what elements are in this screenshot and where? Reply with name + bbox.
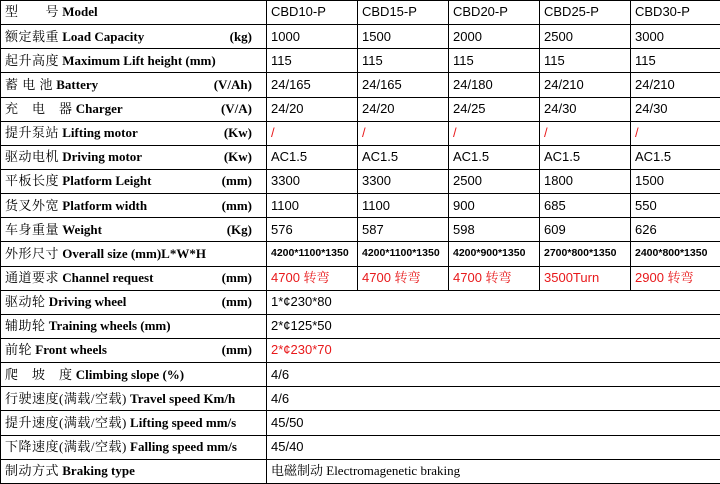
row-label-en: Braking type bbox=[62, 463, 135, 479]
row-unit: (Kw) bbox=[223, 149, 252, 165]
row-value: 24/20 bbox=[358, 97, 449, 121]
row-value: 609 bbox=[540, 218, 631, 242]
row-value: 4700 转弯 bbox=[267, 266, 358, 290]
row-value: 4700 转弯 bbox=[358, 266, 449, 290]
row-value: AC1.5 bbox=[358, 145, 449, 169]
row-label-cn: 行驶速度(满载/空载) bbox=[5, 390, 127, 406]
row-value: / bbox=[540, 121, 631, 145]
row-label-cn: 下降速度(满载/空载) bbox=[5, 438, 127, 454]
row-unit: (mm) bbox=[221, 294, 252, 310]
row-value: 587 bbox=[358, 218, 449, 242]
row-value: 3500Turn bbox=[540, 266, 631, 290]
table-row bbox=[1, 218, 720, 242]
row-label-cn: 驱动电机 bbox=[5, 149, 60, 165]
table-row bbox=[1, 363, 720, 387]
row-value: CBD25-P bbox=[540, 1, 631, 25]
row-label-cn: 充 电 器 bbox=[5, 100, 73, 116]
row-value: 4200*900*1350 bbox=[449, 242, 540, 266]
row-value: 1100 bbox=[267, 194, 358, 218]
row-label-cn: 车身重量 bbox=[5, 221, 60, 237]
row-label bbox=[1, 411, 267, 435]
row-value-merged: 45/50 bbox=[267, 411, 720, 435]
row-label-cn: 提升速度(满载/空载) bbox=[5, 414, 127, 430]
row-unit: (V/A) bbox=[220, 100, 252, 116]
table-row bbox=[1, 314, 720, 338]
row-label-en: Channel request bbox=[62, 269, 154, 285]
row-label-cn: 通道要求 bbox=[5, 269, 60, 285]
row-label-en: Overall size (mm)L*W*H bbox=[62, 245, 206, 261]
row-value: / bbox=[267, 121, 358, 145]
row-label-cn: 起升高度 bbox=[5, 52, 60, 68]
row-value-merged: 1*¢230*80 bbox=[267, 290, 720, 314]
table-row bbox=[1, 459, 720, 483]
row-unit: (Kw) bbox=[223, 125, 252, 141]
row-label-cn: 驱动轮 bbox=[5, 294, 46, 310]
row-unit: (kg) bbox=[229, 28, 252, 44]
row-value: 1500 bbox=[631, 169, 720, 193]
row-value: 2500 bbox=[540, 25, 631, 49]
row-label bbox=[1, 169, 267, 193]
row-value: / bbox=[358, 121, 449, 145]
row-label-en: Model bbox=[62, 4, 98, 20]
table-row bbox=[1, 1, 720, 25]
row-label-en: Climbing slope (%) bbox=[75, 366, 185, 382]
row-value: 3300 bbox=[267, 169, 358, 193]
row-label bbox=[1, 49, 267, 73]
row-value: 24/25 bbox=[449, 97, 540, 121]
row-label bbox=[1, 121, 267, 145]
row-value: 115 bbox=[631, 49, 720, 73]
row-value: 3300 bbox=[358, 169, 449, 193]
row-value: 4200*1100*1350 bbox=[267, 242, 358, 266]
row-label-en: Platform width bbox=[62, 197, 148, 213]
table-row bbox=[1, 194, 720, 218]
row-label bbox=[1, 194, 267, 218]
table-row bbox=[1, 121, 720, 145]
row-value: CBD30-P bbox=[631, 1, 720, 25]
row-label-cn: 蓄 电 池 bbox=[5, 76, 54, 92]
row-label-en: Weight bbox=[62, 221, 102, 237]
row-value: 115 bbox=[540, 49, 631, 73]
row-value: 4200*1100*1350 bbox=[358, 242, 449, 266]
row-label-cn: 爬 坡 度 bbox=[5, 366, 73, 382]
row-label bbox=[1, 290, 267, 314]
row-value-merged: 2*¢125*50 bbox=[267, 314, 720, 338]
row-value: 24/210 bbox=[540, 73, 631, 97]
row-value: / bbox=[449, 121, 540, 145]
table-row bbox=[1, 411, 720, 435]
row-value-merged: 45/40 bbox=[267, 435, 720, 459]
row-value: AC1.5 bbox=[449, 145, 540, 169]
table-row bbox=[1, 387, 720, 411]
row-label-en: Lifting motor bbox=[62, 125, 138, 141]
table-row bbox=[1, 290, 720, 314]
row-value: 2400*800*1350 bbox=[631, 242, 720, 266]
row-value: AC1.5 bbox=[540, 145, 631, 169]
row-unit: (mm) bbox=[221, 342, 252, 358]
row-label bbox=[1, 1, 267, 25]
row-value-merged: 电磁制动 Electromagenetic braking bbox=[267, 459, 720, 483]
row-value: 685 bbox=[540, 194, 631, 218]
row-value: CBD15-P bbox=[358, 1, 449, 25]
row-label-en: Platform Leight bbox=[62, 173, 152, 189]
row-label-en: Battery bbox=[56, 76, 99, 92]
row-value: 1800 bbox=[540, 169, 631, 193]
row-unit: (mm) bbox=[221, 173, 252, 189]
table-row bbox=[1, 338, 720, 362]
row-value: 550 bbox=[631, 194, 720, 218]
row-value: 576 bbox=[267, 218, 358, 242]
row-label bbox=[1, 338, 267, 362]
row-value: 4700 转弯 bbox=[449, 266, 540, 290]
row-unit: (Kg) bbox=[226, 221, 252, 237]
row-label-cn: 外形尺寸 bbox=[5, 245, 60, 261]
row-value: 115 bbox=[267, 49, 358, 73]
row-value: 24/30 bbox=[540, 97, 631, 121]
table-row bbox=[1, 266, 720, 290]
row-value: 24/210 bbox=[631, 73, 720, 97]
row-label bbox=[1, 242, 267, 266]
table-row bbox=[1, 97, 720, 121]
row-value: 24/165 bbox=[267, 73, 358, 97]
row-label bbox=[1, 363, 267, 387]
row-label-en: Training wheels (mm) bbox=[48, 318, 171, 334]
row-label-en: Lifting speed mm/s bbox=[130, 414, 237, 430]
row-label bbox=[1, 387, 267, 411]
row-value: 115 bbox=[358, 49, 449, 73]
table-row bbox=[1, 169, 720, 193]
row-value: 2000 bbox=[449, 25, 540, 49]
row-unit: (V/Ah) bbox=[213, 76, 252, 92]
row-label bbox=[1, 218, 267, 242]
row-label-cn: 平板长度 bbox=[5, 173, 60, 189]
row-label bbox=[1, 73, 267, 97]
row-label-cn: 辅助轮 bbox=[5, 318, 46, 334]
row-unit: (mm) bbox=[221, 197, 252, 213]
row-label-cn: 提升泵站 bbox=[5, 125, 60, 141]
row-value: 626 bbox=[631, 218, 720, 242]
row-label bbox=[1, 435, 267, 459]
row-value: 24/165 bbox=[358, 73, 449, 97]
table-row bbox=[1, 242, 720, 266]
row-value: 2900 转弯 bbox=[631, 266, 720, 290]
row-value: 900 bbox=[449, 194, 540, 218]
row-value: / bbox=[631, 121, 720, 145]
row-label bbox=[1, 97, 267, 121]
row-label bbox=[1, 266, 267, 290]
row-value-merged: 4/6 bbox=[267, 387, 720, 411]
row-value: 24/180 bbox=[449, 73, 540, 97]
table-row bbox=[1, 73, 720, 97]
row-value: 2500 bbox=[449, 169, 540, 193]
row-label bbox=[1, 145, 267, 169]
row-value: 1500 bbox=[358, 25, 449, 49]
row-value: 3000 bbox=[631, 25, 720, 49]
row-label-en: Load Capacity bbox=[62, 28, 145, 44]
row-value: 24/20 bbox=[267, 97, 358, 121]
row-label-en: Maximum Lift height (mm) bbox=[62, 52, 216, 68]
row-value: 115 bbox=[449, 49, 540, 73]
row-value: 598 bbox=[449, 218, 540, 242]
row-unit: (mm) bbox=[221, 269, 252, 285]
row-label bbox=[1, 25, 267, 49]
row-label-en: Falling speed mm/s bbox=[130, 438, 237, 454]
table-body bbox=[1, 1, 720, 484]
row-label-cn: 额定载重 bbox=[5, 28, 60, 44]
row-label-en: Driving wheel bbox=[48, 294, 127, 310]
row-value-merged: 4/6 bbox=[267, 363, 720, 387]
row-label-en: Charger bbox=[75, 100, 123, 116]
row-label-cn: 制动方式 bbox=[5, 463, 60, 479]
row-label-en: Front wheels bbox=[35, 342, 107, 358]
row-value: 24/30 bbox=[631, 97, 720, 121]
row-value: 2700*800*1350 bbox=[540, 242, 631, 266]
table-row bbox=[1, 435, 720, 459]
row-label bbox=[1, 314, 267, 338]
row-label-cn: 货叉外宽 bbox=[5, 197, 60, 213]
row-label-en: Driving motor bbox=[62, 149, 143, 165]
row-value: 1000 bbox=[267, 25, 358, 49]
row-value-merged: 2*¢230*70 bbox=[267, 338, 720, 362]
table-row bbox=[1, 49, 720, 73]
row-label bbox=[1, 459, 267, 483]
row-label-cn: 型 号 bbox=[5, 4, 60, 20]
table-row bbox=[1, 25, 720, 49]
row-label-cn: 前轮 bbox=[5, 342, 33, 358]
row-value: AC1.5 bbox=[631, 145, 720, 169]
row-label-en: Travel speed Km/h bbox=[130, 390, 236, 406]
row-value: CBD20-P bbox=[449, 1, 540, 25]
row-value: CBD10-P bbox=[267, 1, 358, 25]
table-row bbox=[1, 145, 720, 169]
row-value: AC1.5 bbox=[267, 145, 358, 169]
row-value: 1100 bbox=[358, 194, 449, 218]
